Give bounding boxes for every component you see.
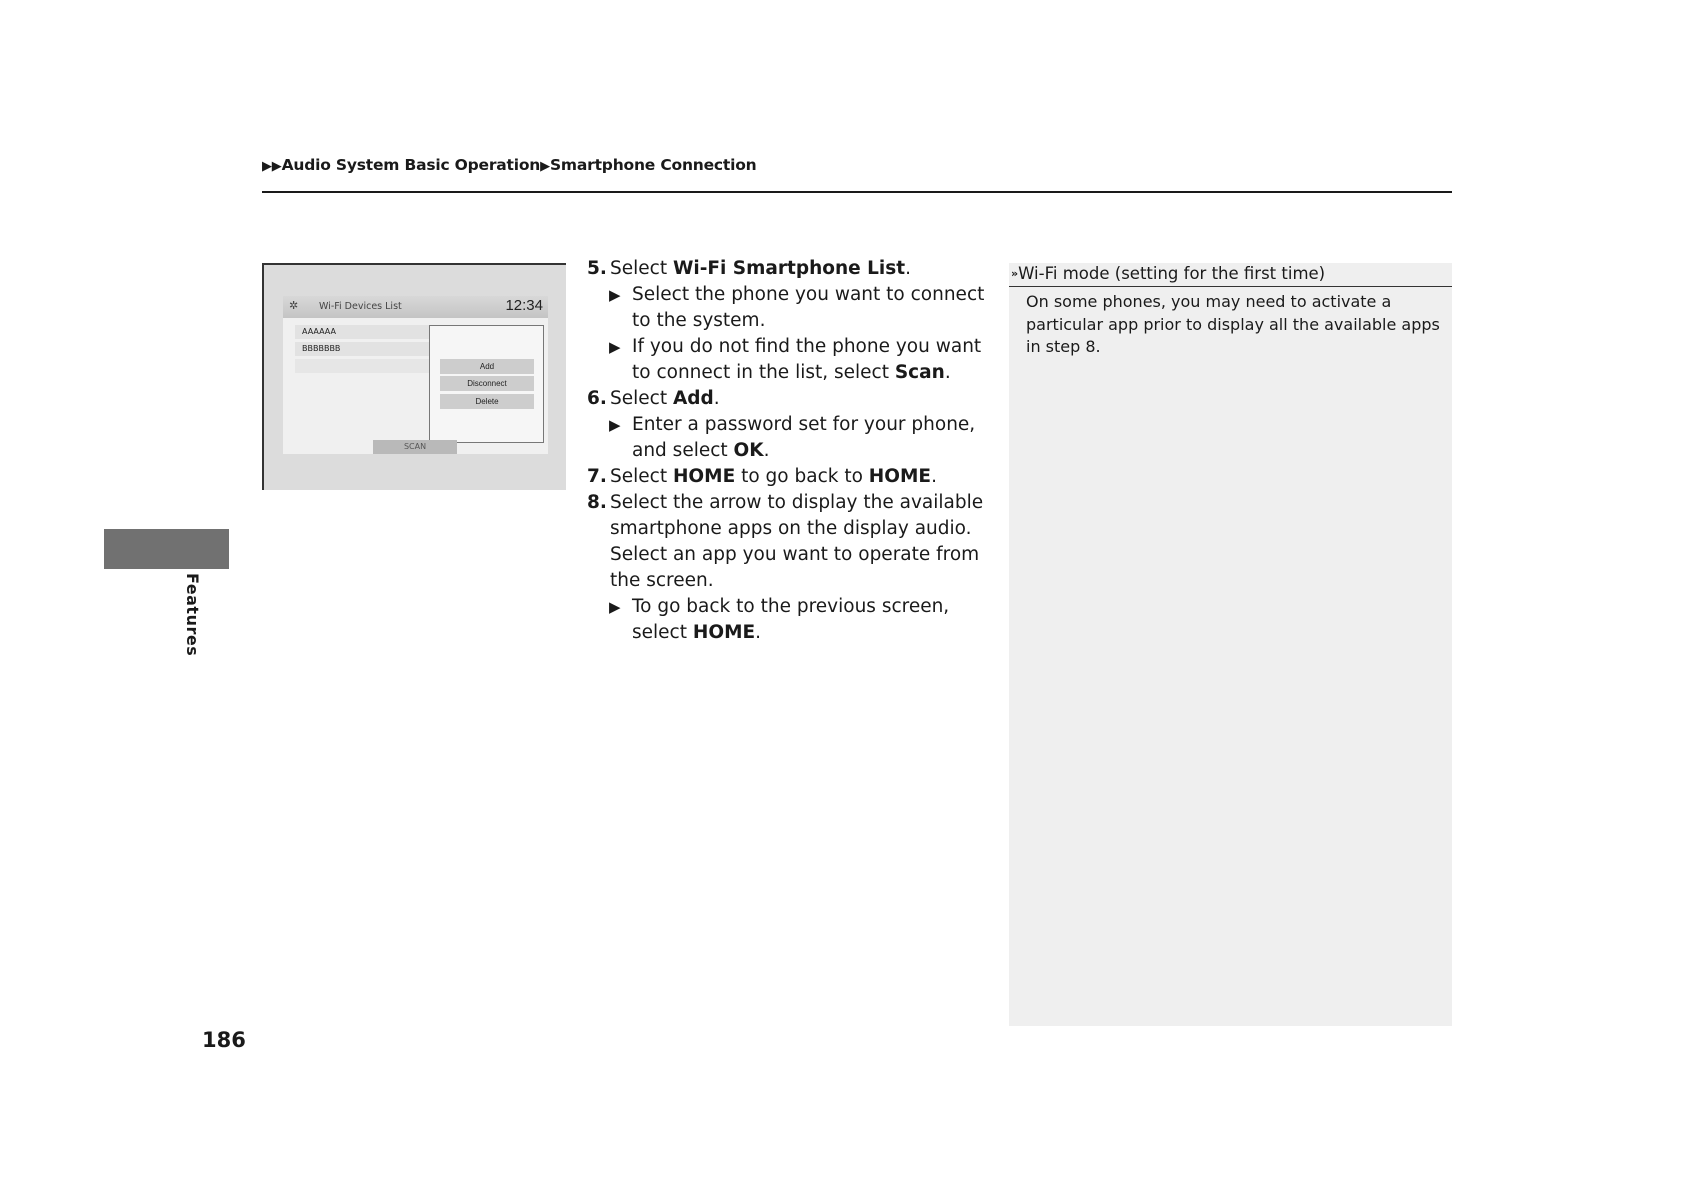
- step-7: [587, 464, 987, 490]
- side-note: [1009, 263, 1452, 1026]
- substep-keyword: OK: [733, 440, 764, 461]
- substep-text: If you do not find the phone you want to connect in the list, select: [632, 336, 982, 383]
- display-screenshot: [262, 263, 566, 490]
- substep: [587, 282, 987, 334]
- substep-text: .: [763, 440, 770, 461]
- triangle-icon: ▶: [609, 598, 621, 616]
- page-number: 186: [202, 1028, 246, 1052]
- step-text: to go back to: [735, 466, 869, 487]
- step-6: [587, 386, 987, 412]
- scan-button: SCAN: [373, 440, 457, 454]
- screen-title-bar: [283, 296, 548, 318]
- screen-title: Wi-Fi Devices List: [319, 301, 402, 312]
- substep: [587, 594, 987, 646]
- header-divider: [262, 191, 1452, 193]
- step-5: [587, 256, 987, 282]
- substep: [587, 412, 987, 464]
- step-text: Select the arrow to display the available smartphone apps on the display audio. Select an app you want to operate from the screen.: [610, 492, 984, 591]
- breadcrumb-section[interactable]: Audio System Basic Operation: [281, 156, 541, 174]
- step-text: Select: [610, 388, 673, 409]
- step-text: Select: [610, 466, 673, 487]
- step-number: 6.: [587, 388, 607, 409]
- breadcrumb-page[interactable]: Smartphone Connection: [549, 156, 757, 174]
- step-keyword: Add: [672, 388, 714, 409]
- substep-text: Select the phone you want to connect to the system.: [632, 284, 985, 331]
- triangle-icon: ▶: [609, 416, 621, 434]
- arrow-icon: ▶: [540, 159, 550, 174]
- step-number: 7.: [587, 466, 607, 487]
- substep: [587, 334, 987, 386]
- step-keyword: HOME: [672, 466, 736, 487]
- display-screen: [283, 296, 548, 454]
- step-text: .: [905, 258, 912, 279]
- breadcrumb: [262, 156, 757, 174]
- device-item-empty: [295, 359, 445, 373]
- substep-text: .: [944, 362, 951, 383]
- step-number: 8.: [587, 492, 607, 513]
- instruction-steps: [587, 256, 987, 646]
- step-keyword: HOME: [868, 466, 932, 487]
- device-menu: [429, 325, 544, 443]
- substep-text: .: [755, 622, 762, 643]
- chapter-tab: [104, 529, 229, 569]
- substep-text: To go back to the previous screen, select: [632, 596, 950, 643]
- gear-icon: ✲: [289, 299, 299, 312]
- delete-menu-item: Delete: [440, 394, 534, 409]
- step-text: .: [931, 466, 937, 487]
- device-item: BBBBBBB: [295, 342, 445, 356]
- step-8: [587, 490, 987, 594]
- substep-text: Enter a password set for your phone, and select: [632, 414, 976, 461]
- step-keyword: Wi-Fi Smartphone List: [672, 258, 906, 279]
- triangle-icon: ▶: [609, 338, 621, 356]
- device-item: AAAAAA: [295, 325, 445, 339]
- step-number: 5.: [587, 258, 607, 279]
- chapter-label: Features: [183, 573, 202, 657]
- step-text: .: [713, 388, 720, 409]
- note-reference-icon: »: [1011, 267, 1019, 280]
- substep-keyword: HOME: [692, 622, 756, 643]
- step-text: Select: [610, 258, 673, 279]
- disconnect-menu-item: Disconnect: [440, 376, 534, 391]
- note-text: On some phones, you may need to activate a particular app prior to display all the available apps in step 8.: [1026, 292, 1440, 356]
- add-menu-item: Add: [440, 359, 534, 374]
- note-title: Wi-Fi mode (setting for the first time): [1018, 264, 1326, 283]
- clock: 12:34: [505, 297, 543, 314]
- double-arrow-icon: ▶▶: [262, 159, 282, 174]
- substep-keyword: Scan: [894, 362, 945, 383]
- note-heading: [1009, 263, 1452, 287]
- triangle-icon: ▶: [609, 286, 621, 304]
